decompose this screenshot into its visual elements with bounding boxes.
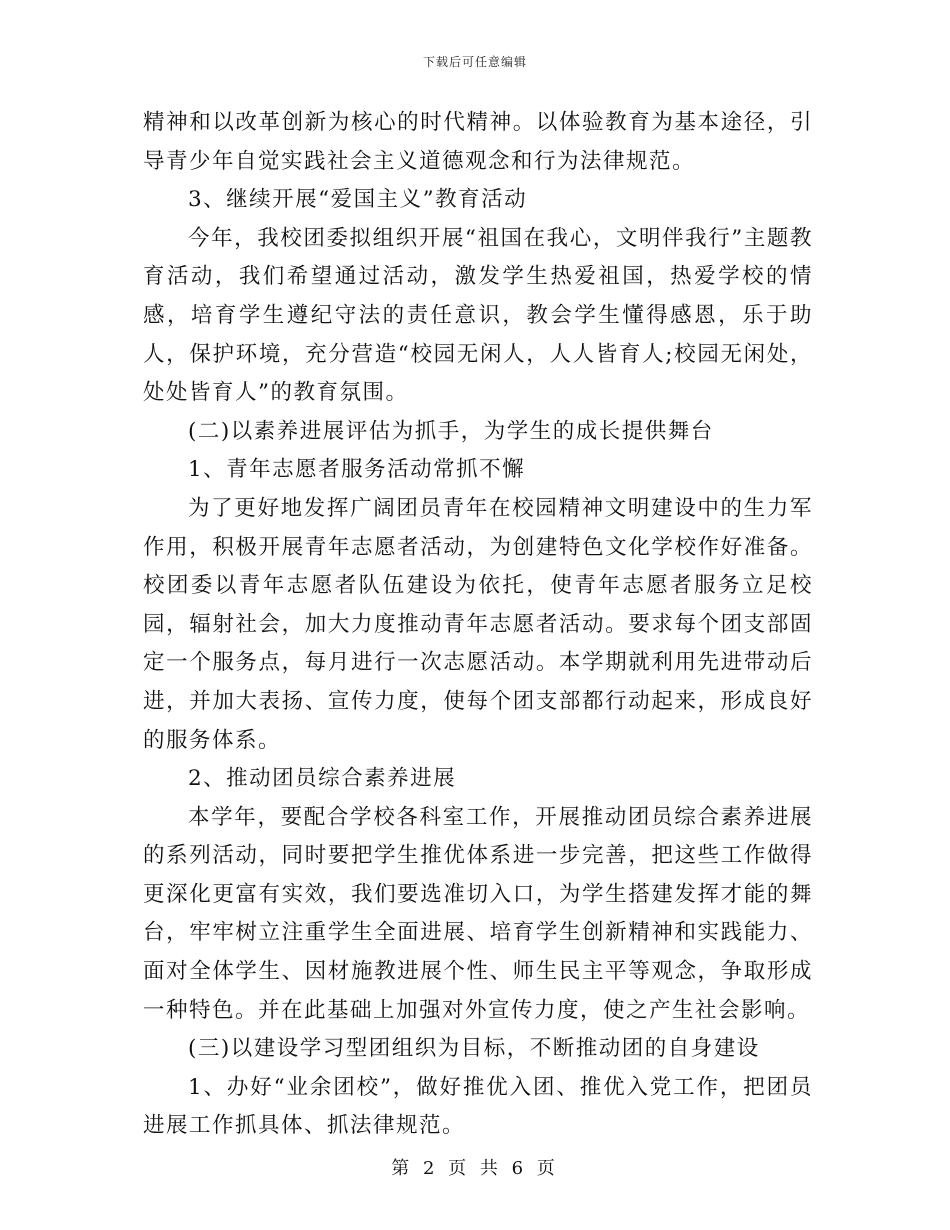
- paragraph: 精神和以改革创新为核心的时代精神。以体验教育为基本途径，引导青少年自觉实践社会主义道德观念和行为法律规范。: [143, 110, 813, 174]
- section-heading: 3、继续开展“爱国主义”教育活动: [188, 187, 528, 213]
- section-heading: 2、推动团员综合素养进展: [188, 766, 457, 792]
- page-header: 下载后可任意编辑: [422, 55, 527, 69]
- section-heading: (二)以素养进展评估为抓手，为学生的成长提供舞台: [188, 418, 714, 444]
- paragraph: 为了更好地发挥广阔团员青年在校园精神文明建设中的生力军作用，积极开展青年志愿者活动，为创建特色文化学校作好准备。校团委以青年志愿者队伍建设为依托，使青年志愿者服务立足校园，辐射社会，加大力度推动青年志愿者活动。要求每个团支部固定一个服务点，每月进行一次志愿活动。本学期就利用先进带动后进，并加大表扬、宣传力度，使每个团支部都行动起来，形成良好的服务体系。: [143, 495, 813, 753]
- paragraph: 今年，我校团委拟组织开展“祖国在我心，文明伴我行”主题教育活动，我们希望通过活动，激发学生热爱祖国，热爱学校的情感，培育学生遵纪守法的责任意识，教会学生懂得感恩，乐于助人，保护环境，充分营造“校园无闲人，人人皆育人;校园无闲处，处处皆育人”的教育氛围。: [143, 225, 813, 406]
- paragraph: 本学年，要配合学校各科室工作，开展推动团员综合素养进展的系列活动，同时要把学生推优体系进一步完善，把这些工作做得更深化更富有实效，我们要选准切入口，为学生搭建发挥才能的舞台，牢牢树立注重学生全面进展、培育学生创新精神和实践能力、面对全体学生、因材施教进展个性、师生民主平等观念，争取形成一种特色。并在此基础上加强对外宣传力度，使之产生社会影响。: [143, 804, 813, 1023]
- document-body: [143, 104, 813, 1146]
- paragraph: 1、办好“业余团校”，做好推优入团、推优入党工作，把团员进展工作抓具体、抓法律规范。: [143, 1074, 813, 1139]
- page-footer: 第 2 页 共 6 页: [391, 1158, 559, 1179]
- section-heading: (三)以建设学习型团组织为目标，不断推动团的自身建设: [188, 1036, 760, 1062]
- section-heading: 1、青年志愿者服务活动常抓不懈: [188, 457, 526, 483]
